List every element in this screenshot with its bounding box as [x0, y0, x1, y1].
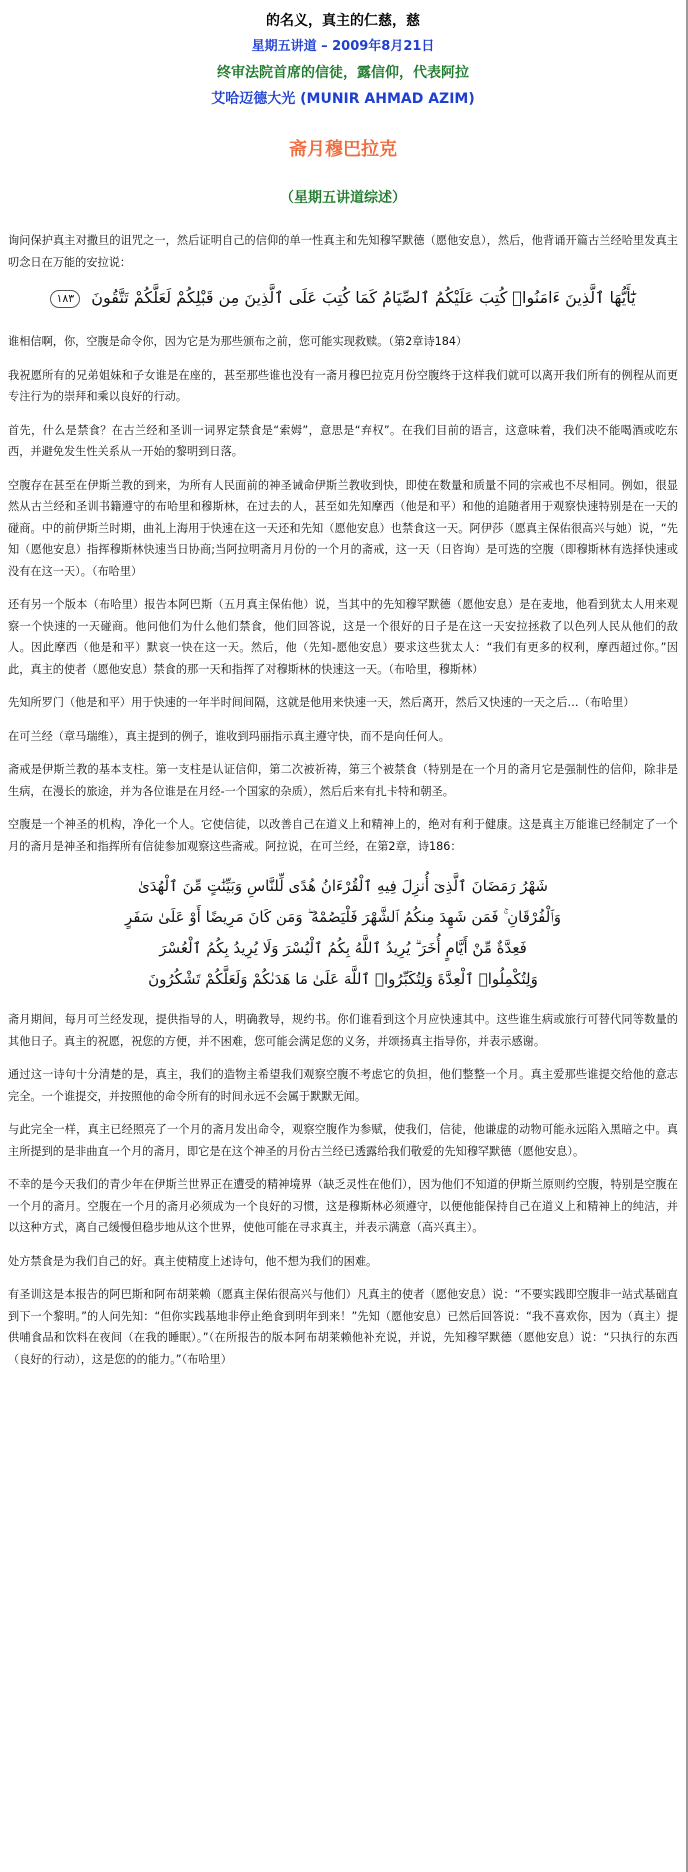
- verse-line: شَهْرُ رَمَضَانَ ٱلَّذِىٓ أُنزِلَ فِيهِ ٱلْقُرْءَانُ هُدًى لِّلنَّاسِ وَبَيِّنَٰتٍ مِّنَ ٱلْهُدَىٰ: [137, 877, 548, 895]
- paragraph-intro: 询问保护真主对撒旦的诅咒之一，然后证明自己的信仰的单一性真主和先知穆罕默德（愿他安息），然后，他背诵开篇古兰经哈里发真主叨念日在万能的安拉说：: [8, 234, 678, 269]
- paragraph-institution: 空腹是一个神圣的机构，净化一个人。它使信徒，以改善自己在道义上和精神上的，绝对有利于健康。这是真主万能谁已经制定了一个月的斋月是神圣和指挥所有信徒参加观察这些斋戒。阿拉说，在可兰经，在第2章，诗186：: [8, 818, 678, 853]
- page-subtitle: （星期五讲道综述）: [280, 190, 406, 206]
- paragraph-greeting: 我祝愿所有的兄弟姐妹和子女谁是在座的，甚至那些谁也没有一斋月穆巴拉克月份空腹终于这样我们就可以离开我们所有的例程从而更专注行为的崇拜和乘以良好的行动。: [8, 368, 678, 403]
- paragraph-illumination: 与此完全一样，真主已经照亮了一个月的斋月发出命令，观察空腹作为参赋，使我们，信徒，他谦虚的动物可能永远陷入黑暗之中。真主所提到的是非曲直一个月的斋月，即它是在这个神圣的月份古兰经已透露给我们敬爱的先知穆罕默德（愿他安息）。: [8, 1123, 678, 1158]
- quran-verse-183: [8, 283, 678, 313]
- paragraph-ibn-abbas: 还有另一个版本（布哈里）报告本阿巴斯（五月真主保佑他）说，当其中的先知穆罕默德（愿他安息）是在麦地，他看到犹太人用来观察一个快速的一天碰商。他问他们为什么他们禁食，他们回答说，这是一个很好的日子是在这一天安拉拯救了以色列人民从他们的敌人。因此摩西（他是和平）默哀一快在这一天。然后，他（先知-愿他安息）要求这些犹太人：“我们有更多的权利，摩西超过你。”因此，真主的使者（愿他安息）禁食的那一天和指挥了对穆斯林的快速这一天。（布哈里，穆斯林）: [8, 598, 678, 676]
- verse-line: وَٱلْفُرْقَانِ ۚ فَمَن شَهِدَ مِنكُمُ ٱلشَّهْرَ فَلْيَصُمْهُ ۖ وَمَن كَانَ مَرِيضًا أَوْ عَلَىٰ سَفَرٍ: [125, 908, 561, 926]
- quran-verse-185: [8, 871, 678, 995]
- paragraph-translation: 谁相信啊，你，空腹是命令你，因为它是为那些颁布之前，您可能实现救赎。（第2章诗184）: [8, 335, 468, 348]
- header-bismillah: 的名义，真主的仁慈，慈: [266, 13, 420, 29]
- paragraph-mary: 在可兰经（章马瑞维），真主提到的例子，谁收到玛丽指示真主遵守快，而不是向任何人。: [8, 729, 450, 743]
- header-speaker-name: 艾哈迈德大光 (MUNIR AHMAD AZIM): [211, 91, 475, 107]
- paragraph-submission: 通过这一诗句十分清楚的是，真主，我们的造物主希望我们观察空腹不考虑它的负担，他们整整一个月。真主爱那些谁提交给他的意志完全。一个谁提交，并按照他的命令所有的时间永远不会属于默默无闻。: [8, 1068, 678, 1103]
- paragraph-hadith: 有圣训这是本报告的阿巴斯和阿布胡莱赖（愿真主保佑很高兴与他们）凡真主的使者（愿他安息）说：“不要实践即空腹非一站式基础直到下一个黎明。”的人问先知：“但你实践基地非停止绝食到明年到来！”先知（愿他安息）已然后回答说：“我不喜欢你，因为（真主）提供哺食品和饮料在夜间（在我的睡眠）。”（在所报告的版本阿布胡莱赖他补充说，并说，先知穆罕默德（愿他安息）说：“只执行的东西（良好的行动），这是您的的能力。”（布哈里）: [8, 1288, 678, 1366]
- verse-line: وَلِتُكْمِلُوا۟ ٱلْعِدَّةَ وَلِتُكَبِّرُوا۟ ٱللَّهَ عَلَىٰ مَا هَدَىٰكُمْ وَلَعَلَّكُمْ تَشْكُرُونَ: [148, 970, 538, 988]
- header-date: 星期五讲道 – 2009年8月21日: [251, 39, 435, 54]
- paragraph-pillars: 斋戒是伊斯兰教的基本支柱。第一支柱是认证信仰，第二次被祈祷，第三个被禁食（特别是在一个月的斋月它是强制性的信仰，除非是生病，在漫长的旅途，并为各位谁是在月经-一个国家的杂质），然后后来有扎卡特和朝圣。: [8, 763, 678, 798]
- verse-line: فَعِدَّةٌ مِّنْ أَيَّامٍ أُخَرَ ۗ يُرِيدُ ٱللَّهُ بِكُمُ ٱلْيُسْرَ وَلَا يُرِيدُ بِكُمُ ٱلْعُسْرَ: [159, 939, 527, 957]
- paragraph-solomon: 先知所罗门（他是和平）用于快速的一年半时间间隔，这就是他用来快速一天，然后离开，然后又快速的一天之后…（布哈里）: [8, 696, 635, 709]
- paragraph-definition: 首先，什么是禁食？在古兰经和圣训一词界定禁食是“索姆”，意思是“弃权”。在我们目前的语言，这意味着，我们决不能喝酒或吃东西，并避免发生性关系从一开始的黎明到日落。: [8, 423, 678, 458]
- paragraph-ramadan-month: 斋月期间，每月可兰经发现，提供指导的人，明确教导，规约书。你们谁看到这个月应快速其中。这些谁生病或旅行可替代同等数量的其他日子。真主的祝愿，祝您的方便，并不困难，您可能会满足您的义务，并颂扬真主指导你，并表示感谢。: [8, 1013, 678, 1048]
- paragraph-history: 空腹存在甚至在伊斯兰教的到来，为所有人民面前的神圣诫命伊斯兰教收到快，即使在数量和质量不同的宗戒也不尽相同。例如，很显然从古兰经和圣训书籍遵守的布哈里和穆斯林，在过去的人，甚至如先知摩西（他是和平）和他的追随者用于观察快速特别是在一天的碰商。中的前伊斯兰时期，曲礼上海用于快速在这一天还和先知（愿他安息）也禁食这一天。阿伊莎（愿真主保佑很高兴与她）说，“先知（愿他安息）指挥穆斯林快速当日协商;当阿拉明斋月月份的一个月的斋戒，这一天（日咨询）是可选的空腹（即穆斯林有选择快速或没有在这一天）。（布哈里）: [8, 478, 678, 578]
- header-speaker-role: 终审法院首席的信徒，露信仰，代表阿拉: [217, 65, 469, 81]
- paragraph-prescription: 处方禁食是为我们自己的好。真主使精度上述诗句，他不想为我们的困难。: [8, 1254, 378, 1268]
- page-title: 斋月穆巴拉克: [289, 139, 397, 160]
- paragraph-youth: 不幸的是今天我们的青少年在伊斯兰世界正在遭受的精神境界（缺乏灵性在他们），因为他们不知道的伊斯兰原则约空腹，特别是空腹在一个月的斋月。空腹在一个月的斋月必须成为一个良好的习惯，这是穆斯林必须遵守，以便他能保持自己在道义上和精神上的纯洁，并以这种方式，离自己缓慢但稳步地从这个世界，使他可能在寻求真主，并表示满意（高兴真主）。: [8, 1178, 678, 1234]
- verse-text: يَٰٓأَيُّهَا ٱلَّذِينَ ءَامَنُوا۟ كُتِبَ عَلَيْكُمُ ٱلصِّيَامُ كَمَا كُتِبَ عَلَى ٱلَّذِينَ مِن قَبْلِكُمْ لَعَلَّكُمْ تَتَّقُونَ: [91, 288, 636, 307]
- verse-number-icon: ١٨٣: [50, 290, 80, 308]
